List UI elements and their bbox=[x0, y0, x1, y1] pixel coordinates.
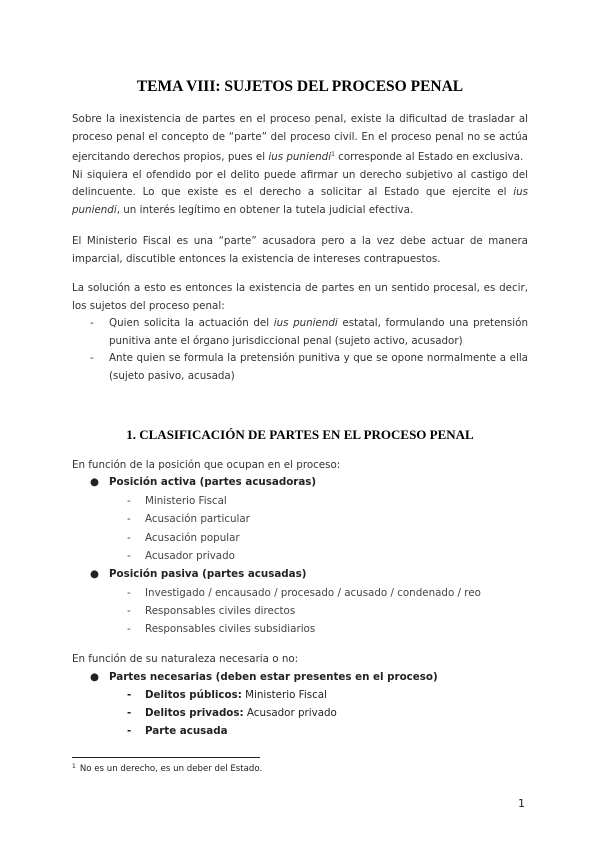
subjects-dash-list bbox=[72, 315, 528, 385]
footnote-number: 1 bbox=[72, 763, 76, 770]
list-item bbox=[72, 350, 528, 385]
list-item-bold: Delitos públicos: bbox=[145, 689, 242, 701]
list-item bbox=[72, 315, 528, 350]
bullet-label: Partes necesarias (deben estar presentes en el proceso) bbox=[109, 671, 438, 683]
ius-puniendi-term: ius puniendi bbox=[273, 317, 338, 329]
dash-marker: - bbox=[127, 707, 132, 719]
list-item bbox=[127, 705, 337, 723]
list-item-text: Acusador privado bbox=[145, 550, 235, 562]
list-item bbox=[127, 687, 327, 705]
list-item-text: Ministerio Fiscal bbox=[241, 689, 327, 701]
lead-nature: En función de su naturaleza necesaria o no: bbox=[72, 653, 299, 665]
dash-marker: - bbox=[90, 352, 94, 364]
list-item-text: Acusación particular bbox=[145, 513, 250, 525]
list-item bbox=[127, 511, 250, 529]
page-title: TEMA VIII: SUJETOS DEL PROCESO PENAL bbox=[136, 78, 464, 95]
list-item bbox=[127, 603, 295, 621]
dash-marker: - bbox=[90, 317, 94, 329]
list-item-text: Investigado / encausado / procesado / acusado / condenado / reo bbox=[145, 587, 481, 599]
intro-p1-text-a: Sobre la inexistencia de partes en el proceso penal, existe la dificultad de trasladar al proceso penal el concepto de “parte” del proceso civil. En el proceso penal no se actúa ejercitando derechos propios, pues el bbox=[72, 113, 528, 163]
dash-marker: - bbox=[127, 605, 131, 617]
list-item-text: Acusación popular bbox=[145, 532, 240, 544]
bullet-passive-position bbox=[90, 566, 306, 584]
list-item bbox=[127, 723, 228, 741]
page-number: 1 bbox=[518, 797, 525, 810]
list-item bbox=[127, 621, 315, 639]
section-heading: 1. CLASIFICACIÓN DE PARTES EN EL PROCESO PENAL bbox=[126, 427, 474, 442]
bullet-dot: ● bbox=[90, 476, 99, 488]
intro-p4-text: La solución a esto es entonces la existencia de partes en un sentido procesal, es decir, los sujetos del proceso penal: bbox=[72, 282, 528, 312]
intro-paragraph-4 bbox=[72, 280, 528, 315]
list-item bbox=[127, 548, 235, 566]
dash-marker: - bbox=[127, 623, 131, 635]
dash-marker: - bbox=[127, 550, 131, 562]
dash-marker: - bbox=[127, 725, 132, 737]
footnote bbox=[72, 763, 262, 774]
footnote-reference[interactable]: 1 bbox=[331, 151, 335, 158]
footnote-separator bbox=[72, 757, 260, 758]
intro-paragraph-1 bbox=[72, 111, 528, 219]
intro-p1-text-b: corresponde al Estado en exclusiva. bbox=[334, 151, 524, 163]
list-item-bold: Parte acusada bbox=[145, 725, 228, 737]
bullet-dot: ● bbox=[90, 671, 99, 683]
list-item bbox=[127, 530, 240, 548]
intro-p3-text: El Ministerio Fiscal es una “parte” acusadora pero a la vez debe actuar de manera imparcial, discutible entonces la existencia de intereses contrapuestos. bbox=[72, 235, 528, 265]
list-item-bold: Delitos privados: bbox=[145, 707, 244, 719]
ius-puniendi-term: ius puniendi bbox=[72, 186, 528, 216]
ius-puniendi-term: ius puniendi bbox=[268, 151, 332, 163]
intro-p2-text-b: , un interés legítimo en obtener la tutela judicial efectiva. bbox=[116, 203, 414, 216]
dash-marker: - bbox=[127, 689, 132, 701]
bullet-dot: ● bbox=[90, 568, 99, 580]
list-item-text: Ministerio Fiscal bbox=[145, 495, 227, 507]
intro-paragraph-3 bbox=[72, 233, 528, 268]
list-item-text: Responsables civiles directos bbox=[145, 605, 296, 617]
intro-p2-text-a: Ni siquiera el ofendido por el delito puede afirmar un derecho subjetivo al castigo del delincuente. Lo que existe es el derecho a solicitar al Estado que ejercite el bbox=[72, 168, 528, 198]
lead-position: En función de la posición que ocupan en el proceso: bbox=[72, 459, 341, 471]
list-item-text-b: estatal, formulando una pretensión punitiva ante el órgano jurisdiccional penal (sujeto activo, acusador) bbox=[109, 317, 528, 347]
dash-marker: - bbox=[127, 532, 131, 544]
bullet-label: Posición activa (partes acusadoras) bbox=[109, 476, 317, 488]
list-item-text: Responsables civiles subsidiarios bbox=[145, 623, 316, 635]
list-item bbox=[127, 585, 481, 603]
bullet-label: Posición pasiva (partes acusadas) bbox=[109, 568, 307, 580]
footnote-text: No es un derecho, es un deber del Estado. bbox=[79, 764, 263, 774]
list-item bbox=[127, 493, 227, 511]
bullet-active-position bbox=[90, 474, 316, 492]
dash-marker: - bbox=[127, 587, 131, 599]
list-item-text-a: Quien solicita la actuación del bbox=[109, 317, 274, 329]
dash-marker: - bbox=[127, 495, 131, 507]
list-item-text: Acusador privado bbox=[243, 707, 337, 719]
list-item-text-a: Ante quien se formula la pretensión punitiva y que se opone normalmente a ella (sujeto pasivo, acusada) bbox=[109, 352, 528, 382]
bullet-necessary-parties bbox=[90, 669, 438, 687]
dash-marker: - bbox=[127, 513, 131, 525]
